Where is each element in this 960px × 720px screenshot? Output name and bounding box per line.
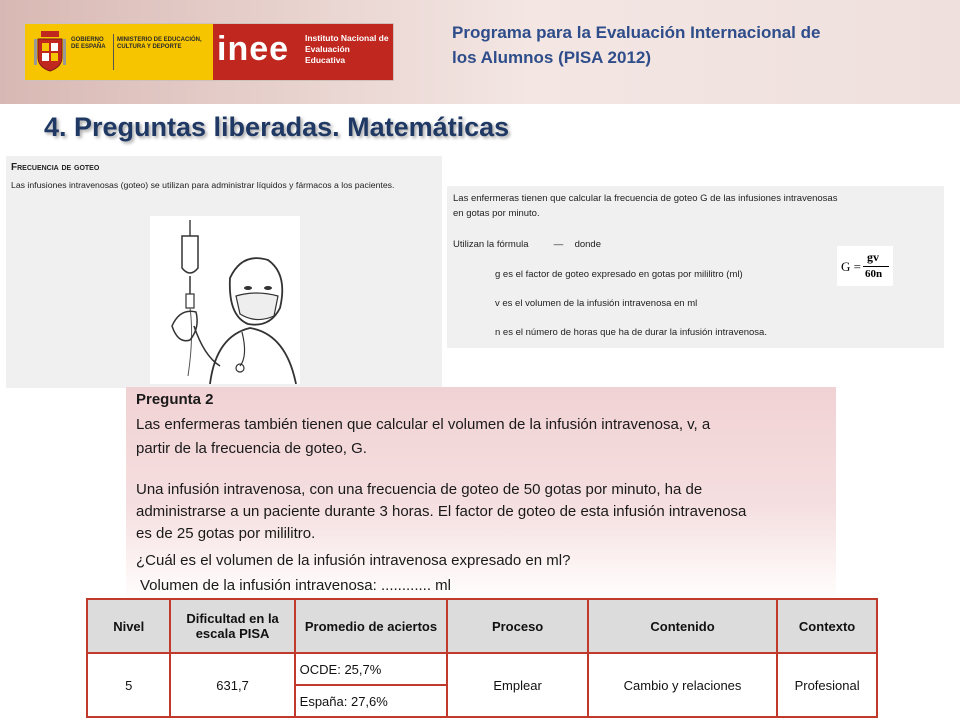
program-line-2: los Alumnos (PISA 2012) <box>452 48 652 67</box>
question-p1-line1: Las enfermeras también tienen que calcular el volumen de la infusión intravenosa, v, a <box>136 416 711 433</box>
context-heading: Frecuencia de goteo <box>11 162 100 173</box>
inee-wordmark: inee <box>217 30 290 68</box>
question-ask: ¿Cuál es el volumen de la infusión intravenosa expresado en ml? <box>136 552 571 569</box>
question-p2-line2: administrarse a un paciente durante 3 horas. El factor de goteo de esta infusión intravenosa <box>136 503 747 520</box>
formula-panel <box>447 186 944 348</box>
header-dificultad: Dificultad en la escala PISA <box>170 599 294 653</box>
inee-logo <box>213 24 393 80</box>
answer-line: Volumen de la infusión intravenosa: ............ ml <box>140 577 451 594</box>
cell-nivel: 5 <box>87 653 170 717</box>
header-contexto: Contexto <box>777 599 877 653</box>
cell-proceso: Emplear <box>447 653 587 717</box>
slide-title: 4. Preguntas liberadas. Matemáticas <box>44 112 510 142</box>
question-p2-line1: Una infusión intravenosa, con una frecuencia de goteo de 50 gotas por minuto, ha de <box>136 481 703 498</box>
cell-dificultad: 631,7 <box>170 653 294 717</box>
context-panel <box>6 156 442 388</box>
results-table <box>86 598 878 718</box>
formula-numerator: gv <box>867 250 879 264</box>
cell-ocde: OCDE: 25,7% <box>295 653 448 685</box>
formula-dash: — <box>553 239 564 250</box>
v-definition: v es el volumen de la infusión intravenosa en ml <box>495 298 698 309</box>
program-line-1: Programa para la Evaluación Internacional de <box>452 23 821 42</box>
table-row <box>87 653 877 685</box>
formula-image <box>837 246 893 286</box>
gobierno-logo <box>25 24 213 80</box>
formula-text-1: Las enfermeras tienen que calcular la frecuencia de goteo G de las infusiones intravenosas <box>453 193 838 204</box>
formula-intro <box>453 238 601 251</box>
gobierno-text: GOBIERNO DE ESPAÑA <box>71 37 106 50</box>
n-definition: n es el número de horas que ha de durar la infusión intravenosa. <box>495 327 767 338</box>
cell-espana: España: 27,6% <box>295 685 448 717</box>
header-proceso: Proceso <box>447 599 587 653</box>
header-banner <box>0 0 960 104</box>
coat-of-arms-icon <box>33 29 67 73</box>
inee-fullname: Instituto Nacional de Evaluación Educativa <box>305 33 389 65</box>
formula-denominator: 60n <box>865 268 883 280</box>
context-text: Las infusiones intravenosas (goteo) se utilizan para administrar líquidos y fármacos a los pacientes. <box>11 180 395 190</box>
table-header-row <box>87 599 877 653</box>
cell-contenido: Cambio y relaciones <box>588 653 777 717</box>
formula-intro-label: Utilizan la fórmula <box>453 239 529 250</box>
question-p1-line2: partir de la frecuencia de goteo, G. <box>136 440 367 457</box>
formula-text-2: en gotas por minuto. <box>453 208 540 219</box>
program-title <box>452 20 922 70</box>
header-promedio: Promedio de aciertos <box>295 599 448 653</box>
question-panel <box>126 387 836 605</box>
header-nivel: Nivel <box>87 599 170 653</box>
formula-donde: donde <box>574 239 601 250</box>
g-definition: g es el factor de goteo expresado en gotas por mililitro (ml) <box>495 269 743 280</box>
logo-box <box>24 23 394 81</box>
logo-divider <box>113 34 114 70</box>
header-contenido: Contenido <box>588 599 777 653</box>
ministerio-text: MINISTERIO DE EDUCACIÓN, CULTURA Y DEPORTE <box>117 37 202 50</box>
question-title: Pregunta 2 <box>136 391 214 408</box>
fraction-bar <box>863 266 889 267</box>
question-p2-line3: es de 25 gotas por mililitro. <box>136 525 316 542</box>
nurse-illustration <box>150 216 300 384</box>
cell-contexto: Profesional <box>777 653 877 717</box>
formula-lhs: G = <box>841 259 861 274</box>
